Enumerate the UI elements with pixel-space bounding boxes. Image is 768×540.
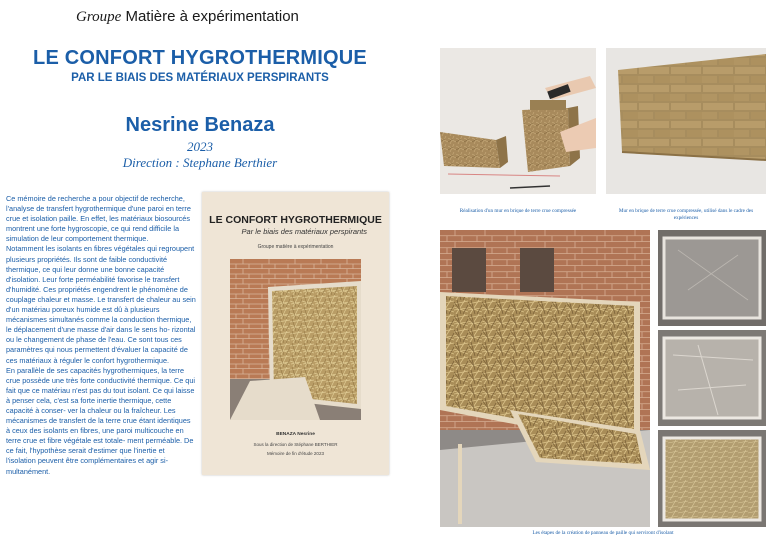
photo-straw-panel-large [440, 230, 650, 527]
photo-panel-frame-empty [658, 230, 766, 326]
photo-brick-wall [606, 48, 766, 194]
main-title: LE CONFORT HYGROTHERMIQUE [33, 47, 367, 69]
photo-brick-making [440, 48, 596, 194]
cover-author: BENAZA Nesrine [276, 432, 315, 437]
group-name: Matière à expérimentation [125, 8, 299, 25]
photo-panel-frame-plastic [658, 330, 766, 426]
caption-straw-panels: Les étapes de la création de panneau de paille qui serviront d'isolant [532, 530, 674, 536]
abstract-paragraph-2: Notamment les isolants en fibres végétales qui regroupent plusieurs propriétés. Ils sont de faible conductivité thermique, ce qui leur donne une bonne capacité d'isolation. Leur forte perméabilité favorise le transfert d'humidité. Ces propriétés engendrent le phénomène de couplage chaleur et masse. Le transfert de chaleur au sein d'un matériau poreux humide est dû à plusieurs mécanismes simultanés comme la conduction thermique, le déplacement d'une masse d'air dans le sens ho- rizontal ou le changement de phase de l'eau. Ce sont tous ces paramètres qui nous permettent d'évaluer la capacité de ces matériaux à réguler le confort hygrothermique. [6, 244, 196, 365]
cover-direction: Sous la direction de Stéphane BERTHIER [253, 442, 338, 447]
cover-photo-straw-panel [230, 259, 361, 420]
cover-memoire: Mémoire de fin d'étude 2023 [267, 451, 324, 456]
abstract-text [6, 194, 196, 477]
abstract-paragraph-3: En parallèle de ses capacités hygrothermiques, la terre crue possède une très forte conductivité thermique. Ce qui fait que ce matériau n'est pas du tout isolant. Ce qui laisse à penser cela, c'est sa forte inertie thermique, cette capacité à conser- ver la chaleur ou la fraîcheur. Les mécanismes de transfert de la terre crue étant identiques à ceux des isolants en fibres, une paroi multicouche en terre crue et fibre végétale est totale- ment perméable. De ce fait, l'hypothèse serait d'estimer que l'inertie et l'isolation peuvent être complémentaires et agir si- multanément. [6, 365, 196, 476]
cover-subtitle: Par le biais des matériaux perspirants [241, 227, 367, 236]
cover-title: LE CONFORT HYGROTHERMIQUE [209, 214, 382, 226]
caption-brick-wall: Mur en brique de terre crue compressée, utilisé dans le cadre des expériences [618, 208, 754, 221]
photo-panel-straw-filled [658, 430, 766, 527]
main-subtitle: PAR LE BIAIS DES MATÉRIAUX PERSPIRANTS [71, 72, 329, 84]
group-label [76, 8, 299, 26]
direction: Direction : Stephane Berthier [122, 155, 278, 170]
cover-group: Groupe matière à expérimentation [257, 244, 334, 250]
caption-brick-making: Réalisation d'un mur en brique de terre crue compressée [459, 208, 577, 214]
memoire-cover [202, 192, 389, 475]
group-word: Groupe [76, 9, 122, 25]
year: 2023 [187, 139, 213, 154]
author-name: Nesrine Benaza [125, 114, 275, 136]
abstract-paragraph-1: Ce mémoire de recherche a pour objectif de recherche, l'analyse de transfert hygrothermique d'une paroi en terre crue et isolation paille. En effet, les matériaux biosourcés montrent une forte hygroscopie, ce qui rend difficile la simulation de leur comportement thermique. [6, 194, 191, 244]
